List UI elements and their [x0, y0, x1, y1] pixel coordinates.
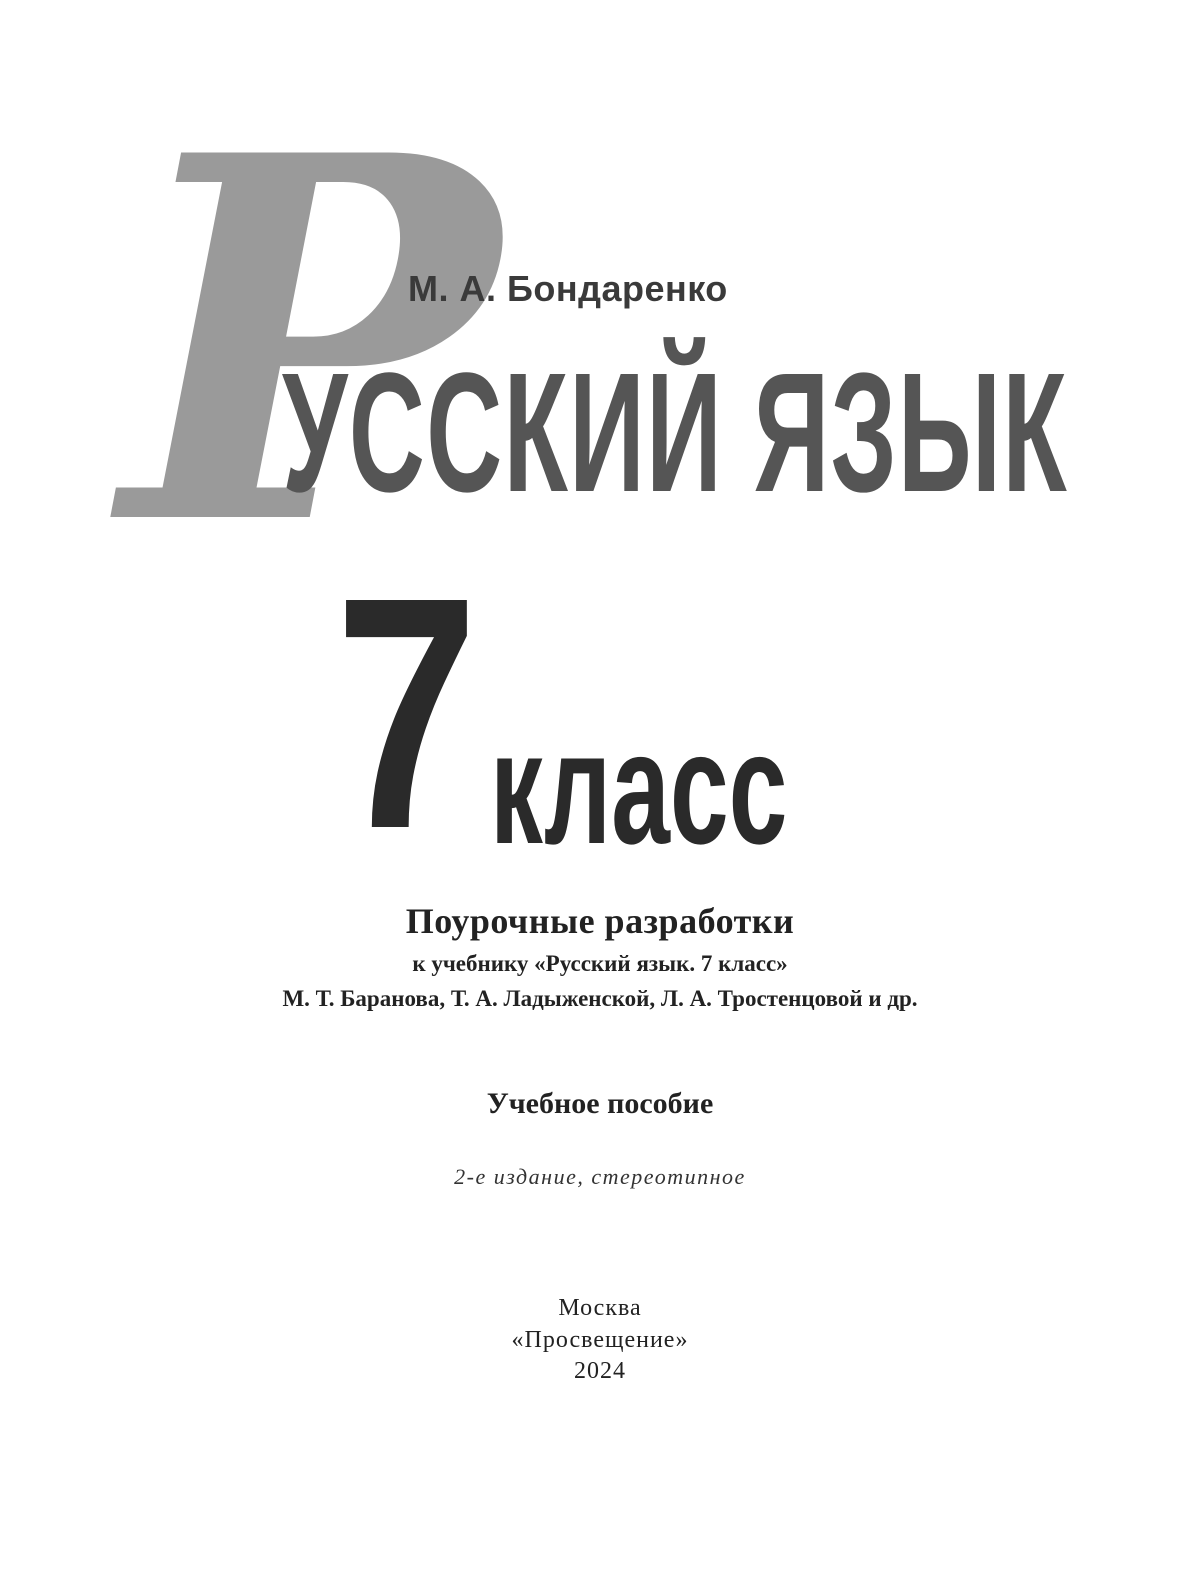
title-initial-letter: Р — [122, 48, 488, 635]
publisher-name: «Просвещение» — [511, 1327, 689, 1353]
grade-word: класс — [490, 698, 788, 877]
book-title: УССКИЙ ЯЗЫК — [282, 338, 1068, 528]
grade-number: 7 — [335, 528, 479, 897]
textbook-reference: к учебнику «Русский язык. 7 класс» — [412, 951, 788, 976]
edition-info: 2-е издание, стереотипное — [454, 1164, 746, 1189]
author-name: М. А. Бондаренко — [408, 268, 728, 309]
publication-year: 2024 — [574, 1358, 626, 1384]
textbook-authors: М. Т. Баранова, Т. А. Ладыженской, Л. А. Тростенцовой и др. — [282, 986, 918, 1011]
publisher-city: Москва — [558, 1295, 642, 1321]
book-subtitle: Поурочные разработки — [405, 901, 795, 941]
book-type: Учебное пособие — [486, 1087, 714, 1120]
